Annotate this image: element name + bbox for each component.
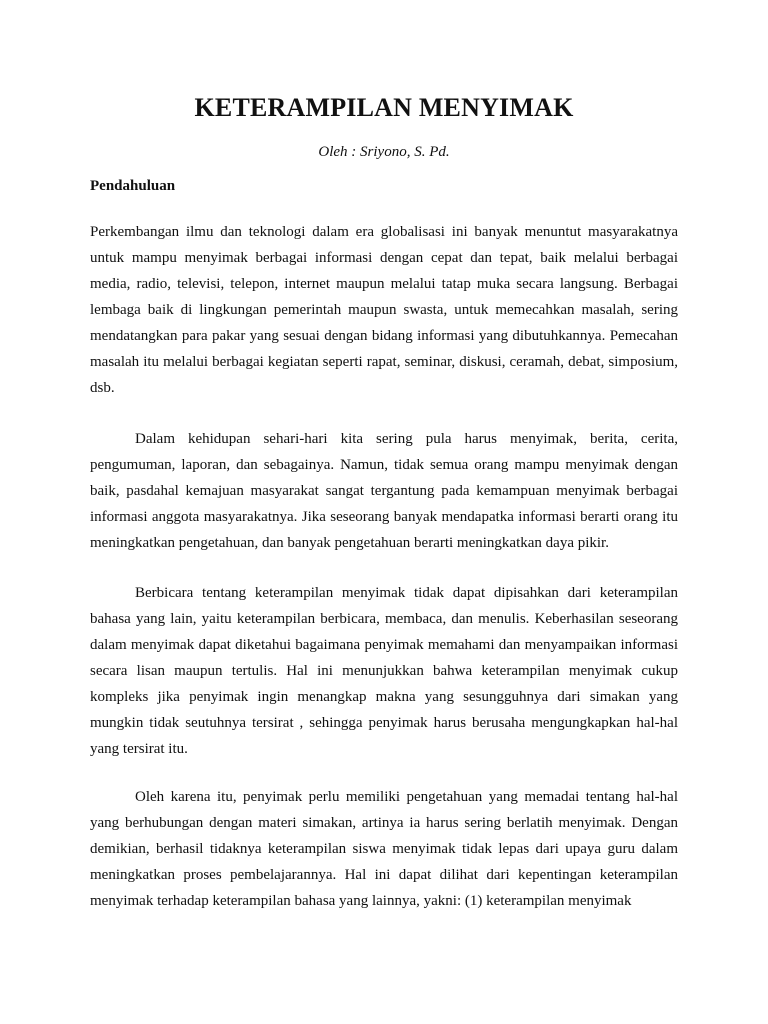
document-author: Oleh : Sriyono, S. Pd. — [318, 144, 450, 160]
section-heading: Pendahuluan — [90, 178, 176, 194]
paragraph-3: Berbicara tentang keterampilan menyimak tidak dapat dipisahkan dari keterampilan bahasa yang lain, yaitu keterampilan berbicara, membaca, dan menulis. Keberhasilan seseorang dalam menyimak dapat diketahui bagaimana penyimak memahami dan menyampaikan informasi secara lisan maupun tertulis. Hal ini menunjukkan bahwa keterampilan menyimak cukup kompleks jika penyimak ingin menangkap makna yang sesungguhnya dari simakan yang mungkin tidak seutuhnya tersirat , sehingga penyimak harus berusaha mengungkapkan hal-hal yang tersirat itu. — [90, 585, 678, 757]
paragraph-1: Perkembangan ilmu dan teknologi dalam era globalisasi ini banyak menuntut masyarakatnya untuk mampu menyimak berbagai informasi dengan cepat dan tepat, baik melalui berbagai media, radio, televisi, telepon, internet maupun melalui tatap muka secara langsung. Berbagai lembaga baik di lingkungan pemerintah maupun swasta, untuk memecahkan masalah, sering mendatangkan para pakar yang sesuai dengan bidang informasi yang dibutuhkannya. Pemecahan masalah itu melalui berbagai kegiatan seperti rapat, seminar, diskusi, ceramah, debat, simposium, dsb. — [90, 224, 678, 396]
paragraph-4: Oleh karena itu, penyimak perlu memiliki pengetahuan yang memadai tentang hal-hal yang berhubungan dengan materi simakan, artinya ia harus sering berlatih menyimak. Dengan demikian, berhasil tidaknya keterampilan siswa menyimak tidak lepas dari upaya guru dalam meningkatkan proses pembelajarannya. Hal ini dapat dilihat dari kepentingan keterampilan menyimak terhadap keterampilan bahasa yang lainnya, yakni: (1) keterampilan menyimak — [90, 789, 678, 909]
paragraph-2: Dalam kehidupan sehari-hari kita sering pula harus menyimak, berita, cerita, pengumuman, laporan, dan sebagainya. Namun, tidak semua orang mampu menyimak dengan baik, pasdahal kemajuan masyarakat sangat tergantung pada kemampuan menyimak berbagai informasi anggota masyarakatnya. Jika seseorang banyak mendapatka informasi berarti orang itu meningkatkan pengetahuan, dan banyak pengetahuan berarti meningkatkan daya pikir. — [90, 431, 678, 551]
document-title: KETERAMPILAN MENYIMAK — [194, 93, 574, 122]
